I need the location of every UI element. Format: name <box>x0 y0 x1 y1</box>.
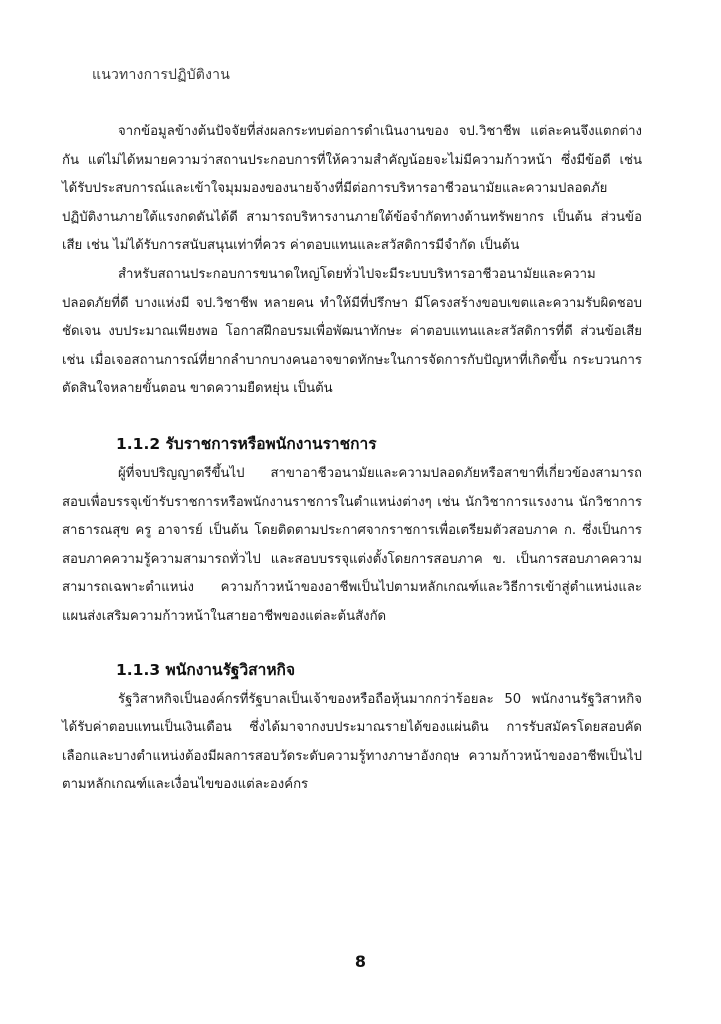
section-1-1-2-paragraph: ผู้ที่จบปริญญาตรีขึ้นไป สาขาอาชีวอนามัยและความปลอดภัยหรือสาขาที่เกี่ยวข้องสามารถสอบเพื่อบรรจุเข้ารับราชการหรือพนักงานราชการในตำแหน่งต่างๆ เช่น นักวิชาการแรงงาน นักวิชาการสาธารณสุข ครู อาจารย์ เป็นต้น โดยติดตามประกาศจากราชการเพื่อเตรียมตัวสอบภาค ก. ซึ่งเป็นการสอบภาคความรู้ความสามารถทั่วไป และสอบบรรจุแต่งตั้งโดยการสอบภาค ข. เป็นการสอบภาคความสามารถเฉพาะตำแหน่ง ความก้าวหน้าของอาชีพเป็นไปตามหลักเกณฑ์และวิธีการเข้าสู่ตำแหน่งและแผนส่งเสริมความก้าวหน้าในสายอาชีพของแต่ละต้นสังกัด <box>62 465 642 624</box>
page-body <box>62 118 642 800</box>
page-number: 8 <box>354 952 367 971</box>
intro-paragraph-1: จากข้อมูลข้างต้นปัจจัยที่ส่งผลกระทบต่อการดำเนินงานของ จป.วิชาชีพ แต่ละคนจึงแตกต่างกัน แต่ไม่ได้หมายความว่าสถานประกอบการที่ให้ความสำคัญน้อยจะไม่มีความก้าวหน้า ซึ่งมีข้อดี เช่น ได้รับประสบการณ์และเข้าใจมุมมองของนายจ้างที่มีต่อการบริหารอาชีวอนามัยและความปลอดภัย ปฏิบัติงานภายใต้แรงกดดันได้ดี สามารถบริหารงานภายใต้ข้อจำกัดทางด้านทรัพยากร เป็นต้น ส่วนข้อเสีย เช่น ไม่ได้รับการสนับสนุนเท่าที่ควร ค่าตอบแทนและสวัสดิการมีจำกัด เป็นต้น <box>62 124 642 254</box>
section-heading-1-1-3: 1.1.3 พนักงานรัฐวิสาหกิจ <box>116 660 296 679</box>
running-header-title: แนวทางการปฏิบัติงาน <box>92 67 230 83</box>
intro-paragraph-2: สำหรับสถานประกอบการขนาดใหญ่โดยทั่วไปจะมีระบบบริหารอาชีวอนามัยและความปลอดภัยที่ดี บางแห่งมี จป.วิชาชีพ หลายคน ทำให้มีที่ปรึกษา มีโครงสร้างขอบเขตและความรับผิดชอบชัดเจน งบประมาณเพียงพอ โอกาสฝึกอบรมเพื่อพัฒนาทักษะ ค่าตอบแทนและสวัสดิการที่ดี ส่วนข้อเสีย เช่น เมื่อเจอสถานการณ์ที่ยากลำบากบางคนอาจขาดทักษะในการจัดการกับปัญหาที่เกิดขึ้น กระบวนการตัดสินใจหลายขั้นตอน ขาดความยืดหยุ่น เป็นต้น <box>62 266 642 397</box>
section-heading-1-1-2: 1.1.2 รับราชการหรือพนักงานราชการ <box>116 434 377 453</box>
section-1-1-3-paragraph: รัฐวิสาหกิจเป็นองค์กรที่รัฐบาลเป็นเจ้าของหรือถือหุ้นมากกว่าร้อยละ 50 พนักงานรัฐวิสาหกิจได้รับค่าตอบแทนเป็นเงินเดือน ซึ่งได้มาจากงบประมาณรายได้ของแผ่นดิน การรับสมัครโดยสอบคัดเลือกและบางตำแหน่งต้องมีผลการสอบวัดระดับความรู้ทางภาษาอังกฤษ ความก้าวหน้าของอาชีพเป็นไปตามหลักเกณฑ์และเงื่อนไขของแต่ละองค์กร <box>62 691 642 793</box>
